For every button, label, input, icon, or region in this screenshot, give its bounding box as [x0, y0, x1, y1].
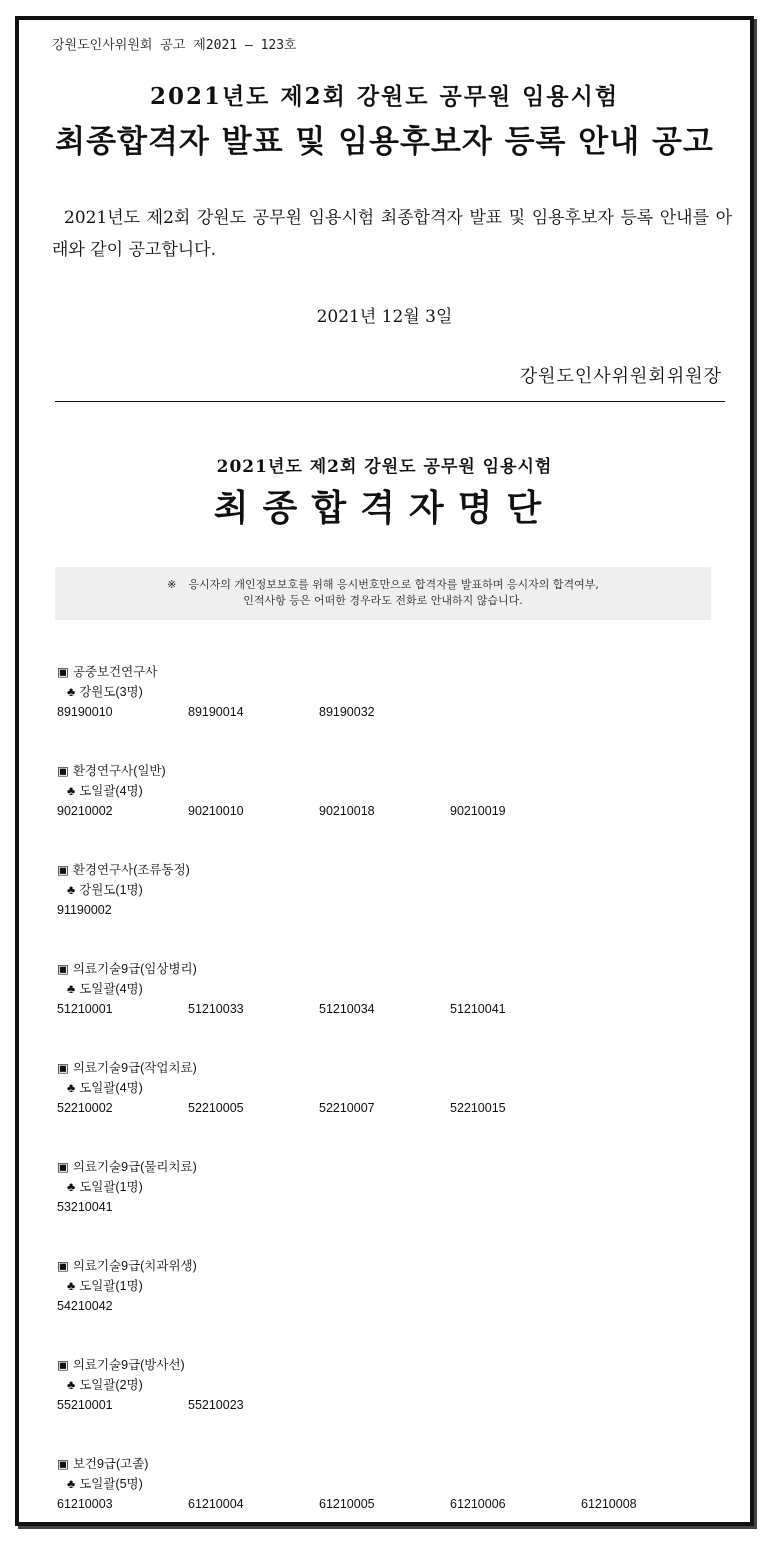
applicant-number: 51210041: [450, 1002, 506, 1016]
privacy-notice-text1: 응시자의 개인정보보호를 위해 응시번호만으로 합격자를 발표하며 응시자의 합격여부,: [188, 578, 599, 591]
category-heading: [57, 1355, 737, 1375]
square-bullet-icon: ▣: [57, 962, 69, 976]
privacy-notice-line2: 인적사항 등은 어떠한 경우라도 전화로 안내하지 않습니다.: [243, 594, 523, 607]
applicant-number: 90210019: [450, 804, 506, 818]
category-heading: [57, 1157, 737, 1177]
region-subheading: [57, 781, 737, 801]
applicant-number: 51210033: [188, 1002, 244, 1016]
region-subheading: [57, 1078, 737, 1098]
applicant-number: 90210010: [188, 804, 244, 818]
list-title-line1: 2021년도 제2회 강원도 공무원 임용시험: [216, 457, 553, 477]
applicant-number: 61210008: [581, 1497, 637, 1511]
region-label: 도일괄(4명): [79, 784, 143, 798]
category-title: 공중보건연구사: [72, 665, 158, 679]
privacy-notice-box: [55, 567, 711, 620]
applicant-number: 61210005: [319, 1497, 375, 1511]
notice-title-line1: 2021년도 제2회 강원도 공무원 임용시험: [149, 83, 620, 110]
applicant-number-row: [57, 1395, 737, 1415]
list-title-line2: 최종합격자명단: [213, 487, 556, 529]
region-label: 강원도(1명): [79, 883, 143, 897]
region-label: 도일괄(1명): [79, 1279, 143, 1293]
category-heading: [57, 860, 737, 880]
passer-list: [57, 662, 737, 1553]
region-label: 강원도(3명): [79, 685, 143, 699]
square-bullet-icon: ▣: [57, 1457, 69, 1471]
square-bullet-icon: ▣: [57, 764, 69, 778]
category-title: 환경연구사(조류동정): [72, 863, 190, 877]
square-bullet-icon: ▣: [57, 1061, 69, 1075]
applicant-number: 52210007: [319, 1101, 375, 1115]
applicant-number-row: [57, 1494, 737, 1514]
exam-category-section: [57, 1256, 737, 1355]
applicant-number: 89190010: [57, 705, 113, 719]
notice-signer: 강원도인사위원회위원장: [519, 366, 722, 387]
divider: [55, 401, 725, 402]
region-subheading: [57, 1276, 737, 1296]
applicant-number-row: [57, 999, 737, 1019]
region-subheading: [57, 880, 737, 900]
club-bullet-icon: ♣: [67, 883, 76, 897]
exam-category-section: [57, 1454, 737, 1553]
document-frame: [15, 16, 754, 1526]
exam-category-section: [57, 959, 737, 1058]
club-bullet-icon: ♣: [67, 1180, 76, 1194]
region-label: 도일괄(1명): [79, 1180, 143, 1194]
category-heading: [57, 662, 737, 682]
applicant-number: 55210001: [57, 1398, 113, 1412]
region-subheading: [57, 1375, 737, 1395]
category-heading: [57, 1454, 737, 1474]
privacy-notice-line1: [55, 577, 711, 593]
club-bullet-icon: ♣: [67, 982, 76, 996]
category-heading: [57, 1058, 737, 1078]
club-bullet-icon: ♣: [67, 1378, 76, 1392]
exam-category-section: [57, 761, 737, 860]
category-title: 환경연구사(일반): [72, 764, 166, 778]
applicant-number-row: [57, 1296, 737, 1316]
reference-mark-icon: ※: [167, 578, 177, 591]
applicant-number-row: [57, 1098, 737, 1118]
region-subheading: [57, 979, 737, 999]
applicant-number: 52210005: [188, 1101, 244, 1115]
applicant-number: 90210002: [57, 804, 113, 818]
notice-title-line2: 최종합격자 발표 및 임용후보자 등록 안내 공고: [55, 124, 714, 160]
club-bullet-icon: ♣: [67, 1081, 76, 1095]
applicant-number: 52210015: [450, 1101, 506, 1115]
applicant-number-row: [57, 1197, 737, 1217]
region-subheading: [57, 682, 737, 702]
square-bullet-icon: ▣: [57, 1259, 69, 1273]
region-label: 도일괄(4명): [79, 1081, 143, 1095]
notice-body: 2021년도 제2회 강원도 공무원 임용시험 최종합격자 발표 및 임용후보자 등록 안내를 아래와 같이 공고합니다.: [52, 208, 732, 260]
exam-category-section: [57, 860, 737, 959]
region-label: 도일괄(4명): [79, 982, 143, 996]
applicant-number: 89190014: [188, 705, 244, 719]
applicant-number: 51210034: [319, 1002, 375, 1016]
exam-category-section: [57, 1157, 737, 1256]
exam-category-section: [57, 662, 737, 761]
category-title: 의료기술9급(물리치료): [72, 1160, 197, 1174]
exam-category-section: [57, 1058, 737, 1157]
club-bullet-icon: ♣: [67, 1477, 76, 1491]
applicant-number: 55210023: [188, 1398, 244, 1412]
category-title: 의료기술9급(임상병리): [72, 962, 197, 976]
region-label: 도일괄(2명): [79, 1378, 143, 1392]
applicant-number: 52210002: [57, 1101, 113, 1115]
applicant-number: 53210041: [57, 1200, 113, 1214]
region-label: 도일괄(5명): [79, 1477, 143, 1491]
category-heading: [57, 1256, 737, 1276]
category-title: 보건9급(고졸): [72, 1457, 149, 1471]
applicant-number: 90210018: [319, 804, 375, 818]
applicant-number-row: [57, 900, 737, 920]
club-bullet-icon: ♣: [67, 1279, 76, 1293]
category-title: 의료기술9급(작업치료): [72, 1061, 197, 1075]
applicant-number: 91190002: [57, 903, 112, 917]
category-title: 의료기술9급(방사선): [72, 1358, 185, 1372]
category-heading: [57, 959, 737, 979]
club-bullet-icon: ♣: [67, 784, 76, 798]
club-bullet-icon: ♣: [67, 685, 76, 699]
square-bullet-icon: ▣: [57, 863, 69, 877]
applicant-number: 51210001: [57, 1002, 113, 1016]
square-bullet-icon: ▣: [57, 665, 69, 679]
applicant-number: 61210003: [57, 1497, 113, 1511]
notice-number: 강원도인사위원회 공고 제2021 – 123호: [52, 38, 297, 53]
category-title: 의료기술9급(치과위생): [72, 1259, 197, 1273]
applicant-number: 61210004: [188, 1497, 244, 1511]
square-bullet-icon: ▣: [57, 1160, 69, 1174]
region-subheading: [57, 1177, 737, 1197]
square-bullet-icon: ▣: [57, 1358, 69, 1372]
region-subheading: [57, 1474, 737, 1494]
applicant-number: 54210042: [57, 1299, 113, 1313]
exam-category-section: [57, 1355, 737, 1454]
applicant-number: 89190032: [319, 705, 375, 719]
applicant-number-row: [57, 702, 737, 722]
category-heading: [57, 761, 737, 781]
applicant-number-row: [57, 801, 737, 821]
notice-date: 2021년 12월 3일: [316, 307, 453, 327]
applicant-number: 61210006: [450, 1497, 506, 1511]
